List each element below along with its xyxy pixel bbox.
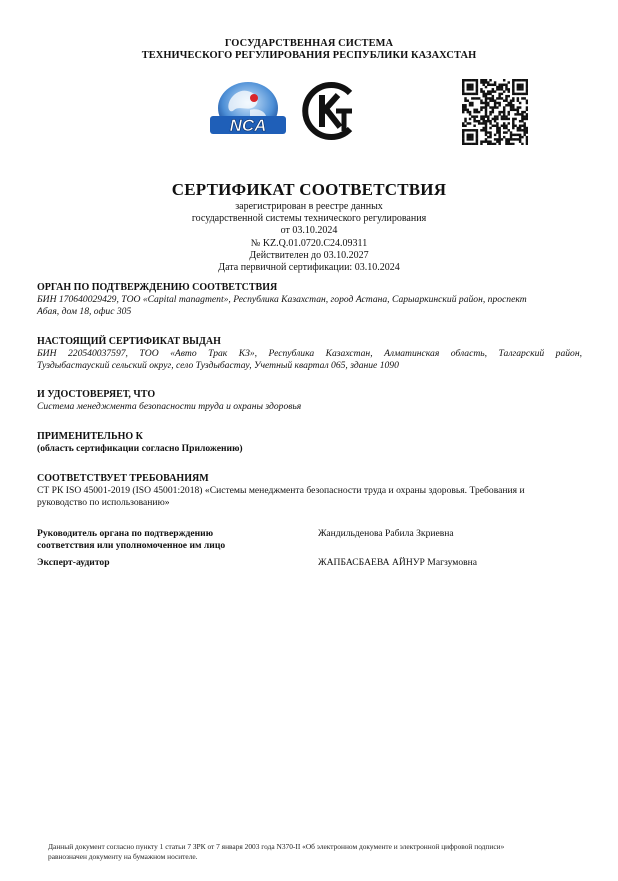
- certifies-heading: И УДОСТОВЕРЯЕТ, ЧТО: [37, 389, 156, 400]
- certificate-number: № KZ.Q.01.0720.C24.09311: [250, 237, 368, 249]
- issuer-line-2: ТЕХНИЧЕСКОГО РЕГУЛИРОВАНИЯ РЕСПУБЛИКИ КАЗАХСТАН: [141, 50, 477, 61]
- certifies-text: Система менеджмента безопасности труда и охраны здоровья: [37, 401, 302, 412]
- kz-conformity-mark-icon: [300, 81, 358, 141]
- registration-date: от 03.10.2024: [280, 225, 338, 237]
- registration-line-2: государственной системы технического регулирования: [191, 213, 427, 225]
- head-label-line-1: Руководитель органа по подтверждению: [37, 528, 214, 539]
- issued-heading: НАСТОЯЩИЙ СЕРТИФИКАТ ВЫДАН: [37, 336, 221, 347]
- head-signatory-label: [37, 528, 225, 552]
- registration-line-1: зарегистрирован в реестре данных: [235, 201, 383, 212]
- document-title: СЕРТИФИКАТ СООТВЕТСТВИЯ: [171, 180, 447, 199]
- certifies-section: [37, 389, 582, 413]
- footer-line-2: равнозначен документу на бумажном носителе.: [48, 851, 198, 861]
- qr-code-icon: [462, 79, 528, 145]
- expert-name: ЖАПБАСБАЕВА АЙНУР Магзумовна: [318, 557, 478, 568]
- issuer-header: [0, 38, 618, 62]
- organ-section: [37, 282, 582, 318]
- head-label-line-2: соответствия или уполномоченное им лицо: [37, 540, 226, 551]
- valid-until: Действителен до 03.10.2027: [249, 249, 369, 261]
- issued-line-2: Туздыбастауский сельский округ, село Туздыбастау, Учетный квартал 065, здание 1090: [37, 360, 399, 371]
- applied-section: [37, 431, 582, 455]
- first-certification-date: Дата первичной сертификации: 03.10.2024: [218, 262, 400, 274]
- organ-line-2: Абая, дом 18, офис 305: [37, 306, 132, 317]
- expert-label: Эксперт-аудитор: [37, 557, 110, 568]
- head-signatory-name: Жандильденова Рабила Зкриевна: [318, 528, 454, 539]
- nca-logo: [208, 80, 288, 142]
- requirements-line-1: СТ РК ISO 45001-2019 (ISO 45001:2018) «Системы менеджмента безопасности труда и охраны здоровья. Требования и: [37, 485, 525, 496]
- legal-footer: [48, 842, 588, 861]
- applied-text: (область сертификации согласно Приложению): [37, 443, 243, 454]
- issued-section: [37, 336, 582, 372]
- requirements-line-2: руководство по использованию»: [37, 497, 170, 508]
- requirements-section: [37, 473, 582, 509]
- requirements-heading: СООТВЕТСТВУЕТ ТРЕБОВАНИЯМ: [37, 473, 209, 484]
- footer-line-1: Данный документ согласно пункту 1 статьи 7 ЗРК от 7 января 2003 года N370-II «Об электронном документе и электронной цифровой подписи»: [48, 842, 505, 851]
- organ-line-1: БИН 170640029429, ТОО «Capital managment», Республика Казахстан, город Астана, Сарыаркинский район, проспект: [37, 294, 527, 305]
- issued-line-1: БИН 220540037597, ТОО «Авто Трак КЗ», Республика Казахстан, Алматинская область, Талгарский район,: [37, 348, 582, 359]
- issuer-line-1: ГОСУДАРСТВЕННАЯ СИСТЕМА: [224, 38, 394, 49]
- registration-block: [0, 201, 618, 274]
- applied-heading: ПРИМЕНИТЕЛЬНО К: [37, 431, 143, 442]
- organ-heading: ОРГАН ПО ПОДТВЕРЖДЕНИЮ СООТВЕТСТВИЯ: [37, 282, 278, 293]
- nca-logo-text: NCA: [229, 116, 267, 135]
